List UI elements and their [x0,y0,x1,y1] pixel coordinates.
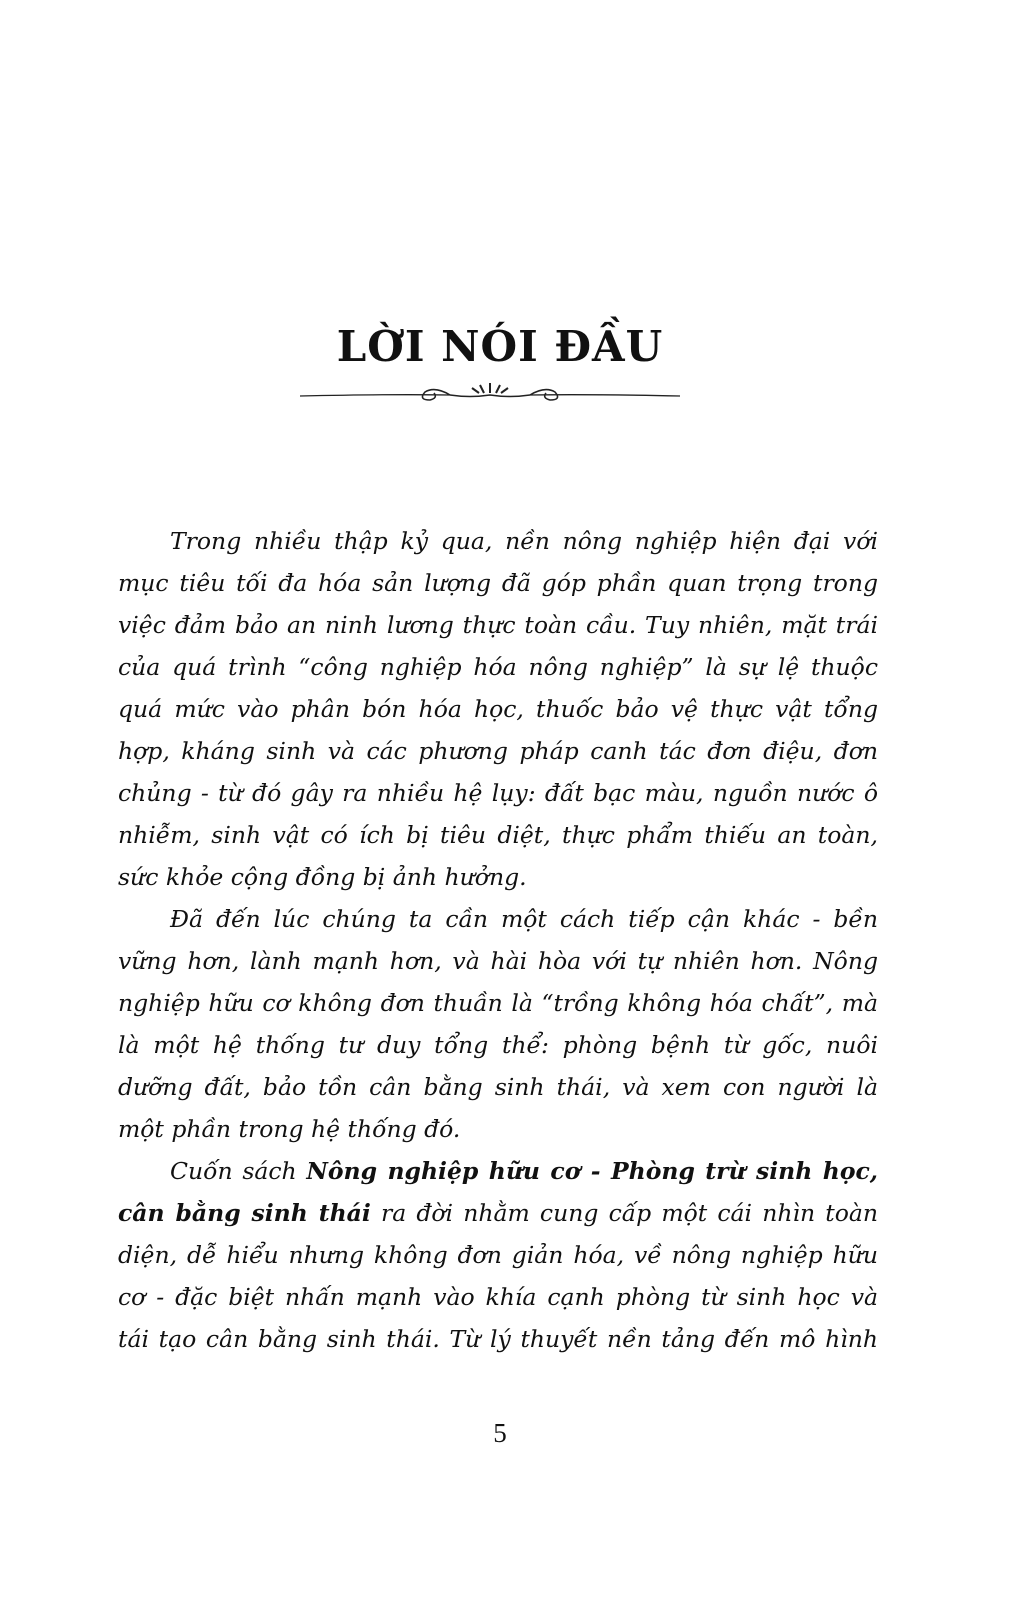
preface-body-text [118,520,878,1360]
text-segment: diện, dễ hiểu nhưng không đơn giản hóa, về nông nghiệp hữu [118,1241,878,1269]
text-line [118,940,878,982]
text-line [118,898,878,940]
text-line [118,1318,878,1360]
text-line [118,856,878,898]
text-segment: nhiễm, sinh vật có ích bị tiêu diệt, thực phẩm thiếu an toàn, [118,821,878,849]
text-line [118,1108,878,1150]
chapter-title: LỜI NÓI ĐẦU [336,322,664,371]
text-segment: vững hơn, lành mạnh hơn, và hài hòa với tự nhiên hơn. Nông [118,947,878,975]
text-line [118,982,878,1024]
text-segment: mục tiêu tối đa hóa sản lượng đã góp phần quan trọng trong [118,569,878,597]
text-segment: hợp, kháng sinh và các phương pháp canh tác đơn điệu, đơn [118,737,878,765]
book-title-text: Nông nghiệp hữu cơ - Phòng trừ sinh học, [306,1157,878,1185]
text-segment: việc đảm bảo an ninh lương thực toàn cầu. Tuy nhiên, mặt trái [118,611,878,639]
page-number: 5 [493,1418,507,1448]
text-segment: chủng - từ đó gây ra nhiều hệ lụy: đất bạc màu, nguồn nước ô [118,779,878,807]
decorative-divider-ornament [300,378,680,408]
text-line [118,1276,878,1318]
text-segment: tái tạo cân bằng sinh thái. Từ lý thuyết nền tảng đến mô hình [118,1325,878,1353]
text-line [118,1150,878,1192]
text-segment: một phần trong hệ thống đó. [118,1115,461,1143]
text-line [118,1234,878,1276]
text-line [118,814,878,856]
text-segment: ra đời nhằm cung cấp một cái nhìn toàn [370,1199,878,1227]
text-line [118,1192,878,1234]
text-line [118,730,878,772]
text-line [118,1066,878,1108]
text-segment: Cuốn sách [170,1157,307,1185]
text-line [118,562,878,604]
text-segment: nghiệp hữu cơ không đơn thuần là “trồng không hóa chất”, mà [118,989,878,1017]
text-line [118,772,878,814]
text-line [118,520,878,562]
book-title-text: cân bằng sinh thái [118,1199,371,1227]
text-segment: cơ - đặc biệt nhấn mạnh vào khía cạnh phòng từ sinh học và [118,1283,878,1311]
text-segment: dưỡng đất, bảo tồn cân bằng sinh thái, và xem con người là [118,1073,878,1101]
text-segment: Trong nhiều thập kỷ qua, nền nông nghiệp hiện đại với [170,527,878,555]
text-line [118,604,878,646]
text-segment: quá mức vào phân bón hóa học, thuốc bảo vệ thực vật tổng [118,695,878,723]
text-segment: Đã đến lúc chúng ta cần một cách tiếp cận khác - bền [170,905,878,933]
text-line [118,646,878,688]
text-segment: của quá trình “công nghiệp hóa nông nghiệp” là sự lệ thuộc [118,653,878,681]
text-line [118,1024,878,1066]
text-line [118,688,878,730]
text-segment: sức khỏe cộng đồng bị ảnh hưởng. [118,863,527,891]
text-segment: là một hệ thống tư duy tổng thể: phòng bệnh từ gốc, nuôi [118,1031,878,1059]
